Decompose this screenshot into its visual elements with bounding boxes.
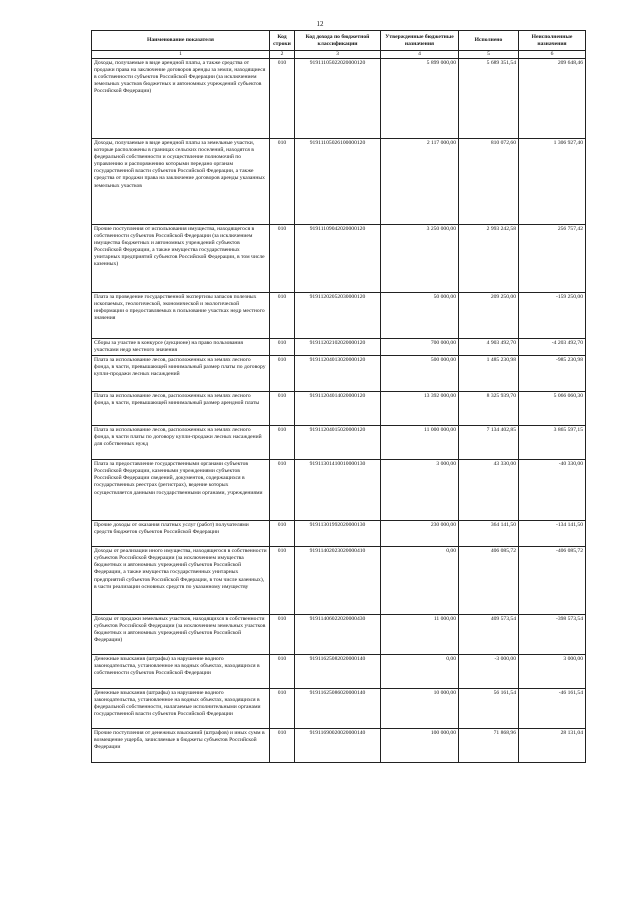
column-number: 1 (92, 51, 270, 59)
cell-indicator-name: Доходы от реализации иного имущества, находящегося в собственности субъектов Российской Федерации (за исключением имущества бюджетных и автономных учреждений субъектов Российской Федерации, а также имущества государственных унитарных предприятий субъектов Российской Федерации, в том числе казенных), в части реализации основных средств по указанному имуществу (92, 547, 270, 615)
cell-budget-code: 91911406022020000430 (295, 615, 381, 655)
cell-approved: 13 392 000,00 (381, 392, 459, 426)
cell-row-code: 010 (270, 689, 295, 729)
cell-executed: 409 573,54 (459, 615, 519, 655)
table-row (92, 689, 586, 729)
cell-indicator-name: Доходы, получаемые в виде арендной платы, а также средства от продажи права на заключение договоров аренды за земли, находящиеся в собственности субъектов Российской Федерации (за исключением земельных участков бюджетных и автономных учреждений субъектов Российской Федерации) (92, 58, 270, 138)
cell-indicator-name: Плата за предоставление государственными органами субъектов Российской Федерации, казенными учреждениями субъектов Российской Федерации сведений, документов, содержащихся в государственных реестрах (регистрах), ведение которых осуществляется данными государственными органами, учреждениями (92, 460, 270, 521)
table-row (92, 338, 586, 355)
cell-budget-code: 91911202102020000120 (295, 338, 381, 355)
cell-budget-code: 91911690020020000140 (295, 729, 381, 763)
cell-row-code: 010 (270, 356, 295, 392)
cell-row-code: 010 (270, 547, 295, 615)
cell-row-code: 010 (270, 460, 295, 521)
header-row-code: Код строки (270, 31, 295, 51)
cell-row-code: 010 (270, 58, 295, 138)
cell-indicator-name: Денежные взыскания (штрафы) за нарушение водного законодательства, установленное на водных объектах, находящихся в собственности субъектов Российской Федерации (92, 655, 270, 689)
cell-budget-code: 91911204013020000120 (295, 356, 381, 392)
cell-executed: 71 868,96 (459, 729, 519, 763)
cell-executed: 8 325 939,70 (459, 392, 519, 426)
cell-indicator-name: Прочие поступления от денежных взысканий (штрафов) и иных сумм в возмещение ущерба, зачисляемые в бюджеты субъектов Российской Федерации (92, 729, 270, 763)
cell-row-code: 010 (270, 392, 295, 426)
table-row (92, 460, 586, 521)
cell-approved: 3 250 000,00 (381, 224, 459, 292)
table-row (92, 547, 586, 615)
cell-row-code: 010 (270, 426, 295, 460)
cell-budget-code: 91911625082020000140 (295, 655, 381, 689)
cell-unexecuted: -46 161,54 (519, 689, 586, 729)
cell-budget-code: 91911204015020000120 (295, 426, 381, 460)
cell-executed: 4 903 492,70 (459, 338, 519, 355)
cell-budget-code: 91911109042020000120 (295, 224, 381, 292)
cell-indicator-name: Плата за использование лесов, расположенных на землях лесного фонда, в части платы по договору купли-продажи лесных насаждений для собственных нужд (92, 426, 270, 460)
cell-executed: 1 485 230,98 (459, 356, 519, 392)
cell-approved: 100 000,00 (381, 729, 459, 763)
cell-unexecuted: -4 203 492,70 (519, 338, 586, 355)
cell-approved: 700 000,00 (381, 338, 459, 355)
cell-unexecuted: 209 648,46 (519, 58, 586, 138)
cell-unexecuted: -159 250,00 (519, 292, 586, 338)
cell-approved: 11 000 000,00 (381, 426, 459, 460)
header-approved: Утвержденные бюджетные назначения (381, 31, 459, 51)
column-number: 3 (295, 51, 381, 59)
cell-indicator-name: Прочие доходы от оказания платных услуг (работ) получателями средств бюджетов субъектов Российской Федерации (92, 521, 270, 547)
cell-row-code: 010 (270, 224, 295, 292)
cell-approved: 10 000,00 (381, 689, 459, 729)
header-executed: Исполнено (459, 31, 519, 51)
cell-approved: 5 899 000,00 (381, 58, 459, 138)
table-row (92, 655, 586, 689)
column-number: 5 (459, 51, 519, 59)
cell-row-code: 010 (270, 655, 295, 689)
cell-row-code: 010 (270, 521, 295, 547)
cell-indicator-name: Плата за использование лесов, расположенных на землях лесного фонда, в части, превышающей минимальный размер арендной платы (92, 392, 270, 426)
header-unexecuted: Неисполненные назначения (519, 31, 586, 51)
cell-budget-code: 91911105022020000120 (295, 58, 381, 138)
cell-executed: 43 330,00 (459, 460, 519, 521)
cell-approved: 11 000,00 (381, 615, 459, 655)
cell-indicator-name: Прочие поступления от использования имущества, находящегося в собственности субъектов Российской Федерации (за исключением имущества бюджетных и автономных учреждений субъектов Российской Федерации, а также имущества государственных унитарных предприятий субъектов Российской Федерации, в том числе казенных) (92, 224, 270, 292)
table-row (92, 615, 586, 655)
cell-approved: 0,00 (381, 547, 459, 615)
budget-income-table (91, 30, 586, 763)
column-number: 2 (270, 51, 295, 59)
cell-row-code: 010 (270, 338, 295, 355)
cell-unexecuted: 28 131,04 (519, 729, 586, 763)
header-indicator-name: Наименование показателя (92, 31, 270, 51)
cell-unexecuted: 1 306 927,40 (519, 138, 586, 224)
table-row (92, 58, 586, 138)
cell-approved: 0,00 (381, 655, 459, 689)
cell-executed: -3 000,00 (459, 655, 519, 689)
cell-approved: 2 117 000,00 (381, 138, 459, 224)
cell-row-code: 010 (270, 729, 295, 763)
table-row (92, 729, 586, 763)
header-row (92, 31, 586, 51)
cell-row-code: 010 (270, 292, 295, 338)
column-number: 4 (381, 51, 459, 59)
table-row (92, 356, 586, 392)
cell-indicator-name: Доходы от продажи земельных участков, находящихся в собственности субъектов Российской Федерации (за исключением земельных участков бюджетных и автономных учреждений субъектов Российской Федерации) (92, 615, 270, 655)
cell-approved: 3 000,00 (381, 460, 459, 521)
cell-budget-code: 91911204014020000120 (295, 392, 381, 426)
page-number: 12 (316, 20, 324, 28)
cell-executed: 810 072,60 (459, 138, 519, 224)
cell-approved: 50 000,00 (381, 292, 459, 338)
header-budget-code: Код дохода по бюджетной классификации (295, 31, 381, 51)
cell-unexecuted: -40 330,00 (519, 460, 586, 521)
cell-indicator-name: Сборы за участие в конкурсе (аукционе) на право пользования участками недр местного значения (92, 338, 270, 355)
cell-approved: 230 000,00 (381, 521, 459, 547)
column-number: 6 (519, 51, 586, 59)
cell-approved: 500 000,00 (381, 356, 459, 392)
cell-executed: 56 161,54 (459, 689, 519, 729)
cell-unexecuted: -406 085,72 (519, 547, 586, 615)
cell-unexecuted: 3 000,00 (519, 655, 586, 689)
cell-indicator-name: Плата за проведение государственной экспертизы запасов полезных ископаемых, геологической, экономической и экологической информации о предоставляемых в пользование участках недр местного значения (92, 292, 270, 338)
cell-executed: 406 085,72 (459, 547, 519, 615)
table-row (92, 426, 586, 460)
cell-executed: 7 134 402,85 (459, 426, 519, 460)
column-number-row (92, 51, 586, 59)
table-row (92, 392, 586, 426)
cell-budget-code: 91911202052030000120 (295, 292, 381, 338)
cell-unexecuted: -985 230,98 (519, 356, 586, 392)
cell-indicator-name: Денежные взыскания (штрафы) за нарушение водного законодательства, установленное на водных объектах, находящихся в федеральной собственности, налагаемые исполнительными органами государственной власти субъектов Российской Федерации (92, 689, 270, 729)
cell-executed: 5 689 351,54 (459, 58, 519, 138)
cell-unexecuted: -398 573,54 (519, 615, 586, 655)
cell-indicator-name: Доходы, получаемые в виде арендной платы за земельные участки, которые расположены в границах сельских поселений, находятся в федеральной собственности и осуществление полномочий по управлению и распоряжению которыми передано органам государственной власти субъектов Российской Федерации, а также средства от продажи права на заключение договоров аренды указанных земельных участков (92, 138, 270, 224)
cell-executed: 2 993 242,58 (459, 224, 519, 292)
cell-budget-code: 91911625086020000140 (295, 689, 381, 729)
cell-row-code: 010 (270, 615, 295, 655)
cell-unexecuted: 256 757,42 (519, 224, 586, 292)
cell-unexecuted: 5 066 060,30 (519, 392, 586, 426)
table-row (92, 521, 586, 547)
cell-budget-code: 91911105026100000120 (295, 138, 381, 224)
cell-budget-code: 91911402023020000410 (295, 547, 381, 615)
cell-indicator-name: Плата за использование лесов, расположенных на землях лесного фонда, в части, превышающей минимальный размер платы по договору купли-продажи лесных насаждений (92, 356, 270, 392)
cell-budget-code: 91911301992020000130 (295, 521, 381, 547)
table-row (92, 292, 586, 338)
cell-executed: 364 141,50 (459, 521, 519, 547)
table-row (92, 138, 586, 224)
cell-row-code: 010 (270, 138, 295, 224)
table-row (92, 224, 586, 292)
cell-executed: 209 250,00 (459, 292, 519, 338)
cell-unexecuted: 3 865 597,15 (519, 426, 586, 460)
cell-budget-code: 91911301410010000130 (295, 460, 381, 521)
cell-unexecuted: -134 141,50 (519, 521, 586, 547)
